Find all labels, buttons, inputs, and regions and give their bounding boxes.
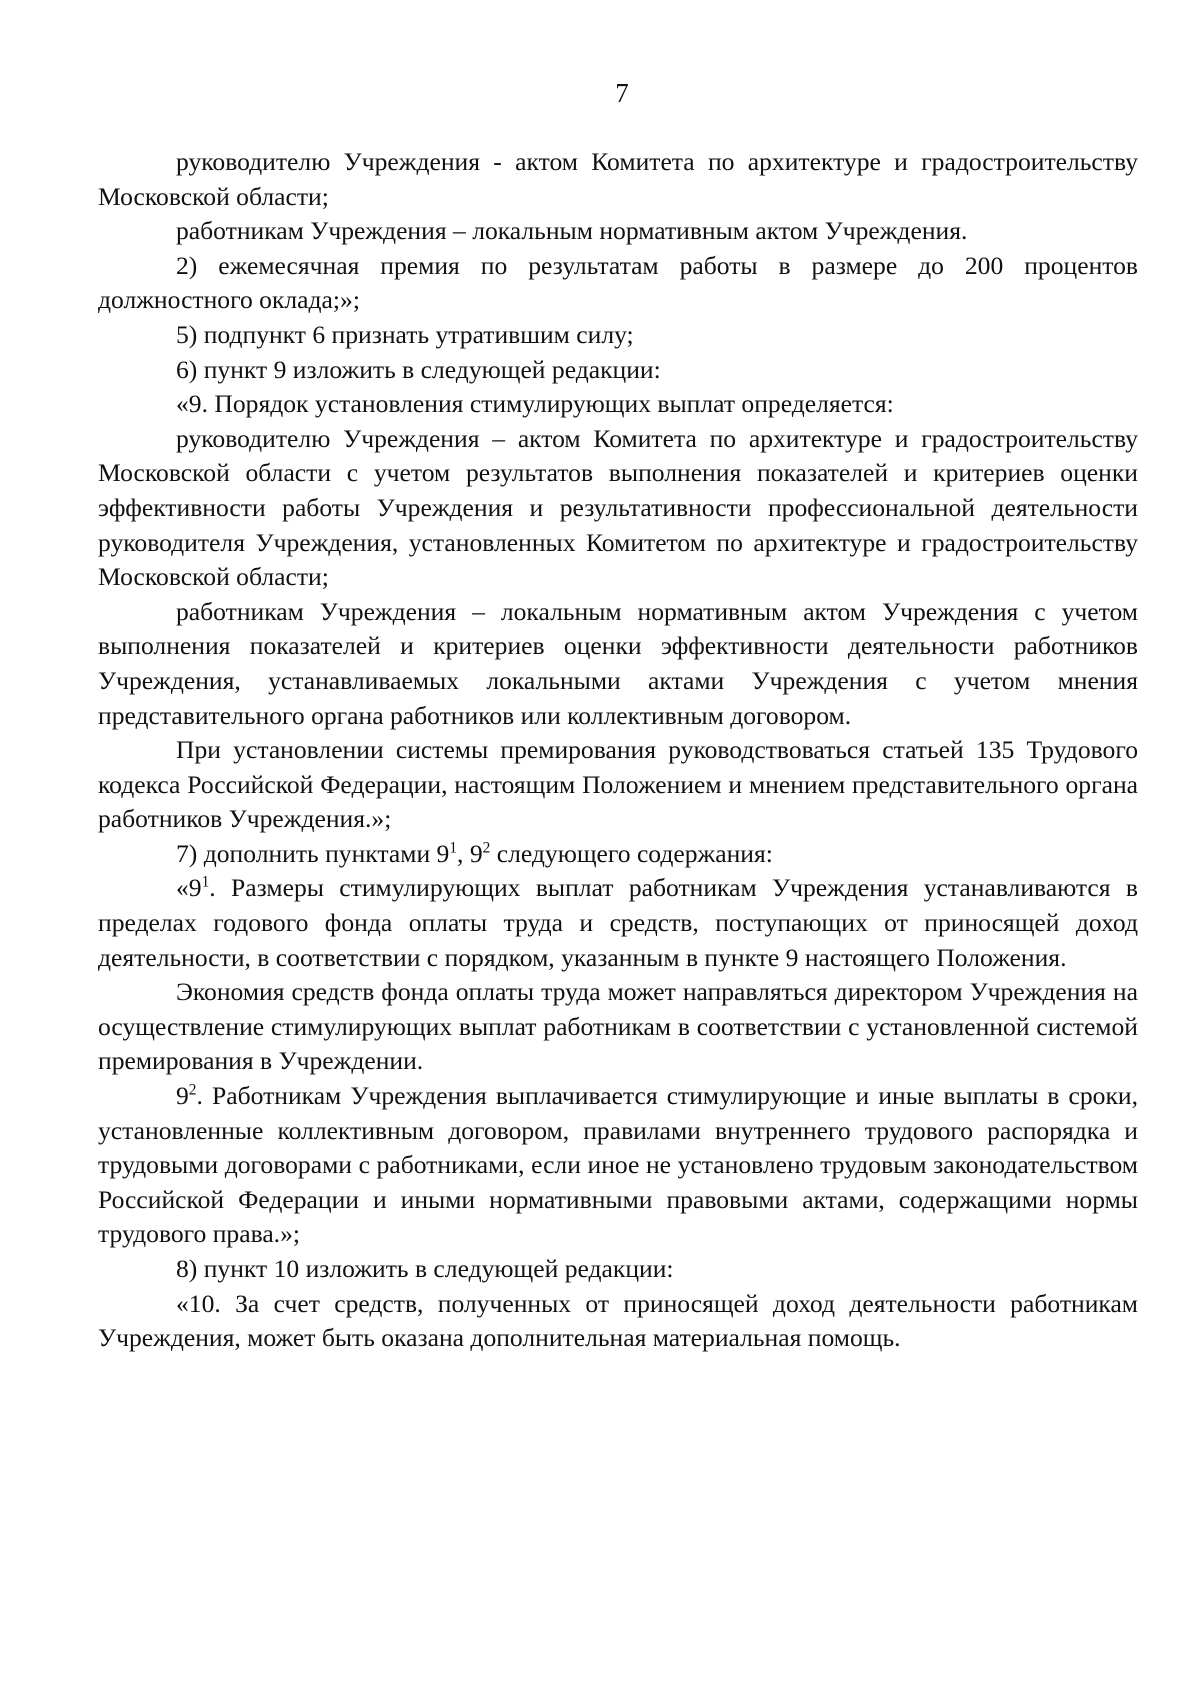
page-number: 7 [615, 78, 629, 108]
paragraph-text: следующего содержания: [490, 838, 773, 868]
paragraph-text: . Размеры стимулирующих выплат работникам Учреждения устанавливаются в пределах годового фонда оплаты труда и средств, поступающих от приносящей доход деятельности, в соответствии с порядком, указанным в пункте 9 настоящего Положения. [98, 873, 1138, 972]
paragraph: 6) пункт 9 изложить в следующей редакции: [176, 354, 661, 384]
paragraph-text: , 9 [457, 838, 483, 868]
paragraph: 2) ежемесячная премия по результатам работы в размере до 200 процентов должностного оклада;»; [98, 250, 1138, 315]
paragraph: Экономия средств фонда оплаты труда может направляться директором Учреждения на осуществление стимулирующих выплат работникам в соответствии с установленной системой премирования в Учреждении. [98, 977, 1138, 1076]
paragraph: «9. Порядок установления стимулирующих выплат определяется: [176, 389, 894, 419]
paragraph: 8) пункт 10 изложить в следующей редакции: [176, 1254, 674, 1283]
document-body [98, 145, 1138, 1356]
paragraph [98, 837, 1138, 872]
paragraph: При установлении системы премирования руководствоваться статьей 135 Трудового кодекса Российской Федерации, настоящим Положением и мнением представительного органа работников Учреждения.»; [98, 735, 1138, 834]
paragraph-text: 7) дополнить пунктами 9 [176, 838, 450, 868]
paragraph-text: . Работникам Учреждения выплачивается стимулирующие и иные выплаты в сроки, установленные коллективным договором, правилами внутреннего трудового распорядка и трудовыми договорами с работниками, если иное не установлено трудовым законодательством Российской Федерации и иными нормативными правовыми актами, содержащими нормы трудового права.»; [98, 1081, 1138, 1249]
superscript: 2 [482, 839, 491, 857]
paragraph-text: 9 [176, 1081, 189, 1111]
paragraph: руководителю Учреждения - актом Комитета по архитектуре и градостроительству Московской области; [98, 147, 1138, 211]
paragraph-text: «9 [176, 873, 202, 903]
superscript: 1 [201, 873, 210, 891]
paragraph [98, 871, 1138, 975]
paragraph: работникам Учреждения – локальным нормативным актом Учреждения. [176, 216, 968, 246]
superscript: 2 [188, 1081, 197, 1099]
paragraph: «10. За счет средств, полученных от приносящей доход деятельности работникам Учреждения, может быть оказана дополнительная материальная помощь. [98, 1288, 1138, 1353]
paragraph [98, 1079, 1138, 1252]
superscript: 1 [449, 839, 458, 857]
paragraph: руководителю Учреждения – актом Комитета по архитектуре и градостроительству Московской области с учетом результатов выполнения показателей и критериев оценки эффективности работы Учреждения и результативности профессиональной деятельности руководителя Учреждения, установленных Комитетом по архитектуре и градостроительству Московской области; [98, 423, 1138, 592]
paragraph: работникам Учреждения – локальным нормативным актом Учреждения с учетом выполнения показателей и критериев оценки эффективности деятельности работников Учреждения, устанавливаемых локальными актами Учреждения с учетом мнения представительного органа работников или коллективным договором. [98, 596, 1138, 730]
paragraph: 5) подпункт 6 признать утратившим силу; [176, 319, 634, 349]
